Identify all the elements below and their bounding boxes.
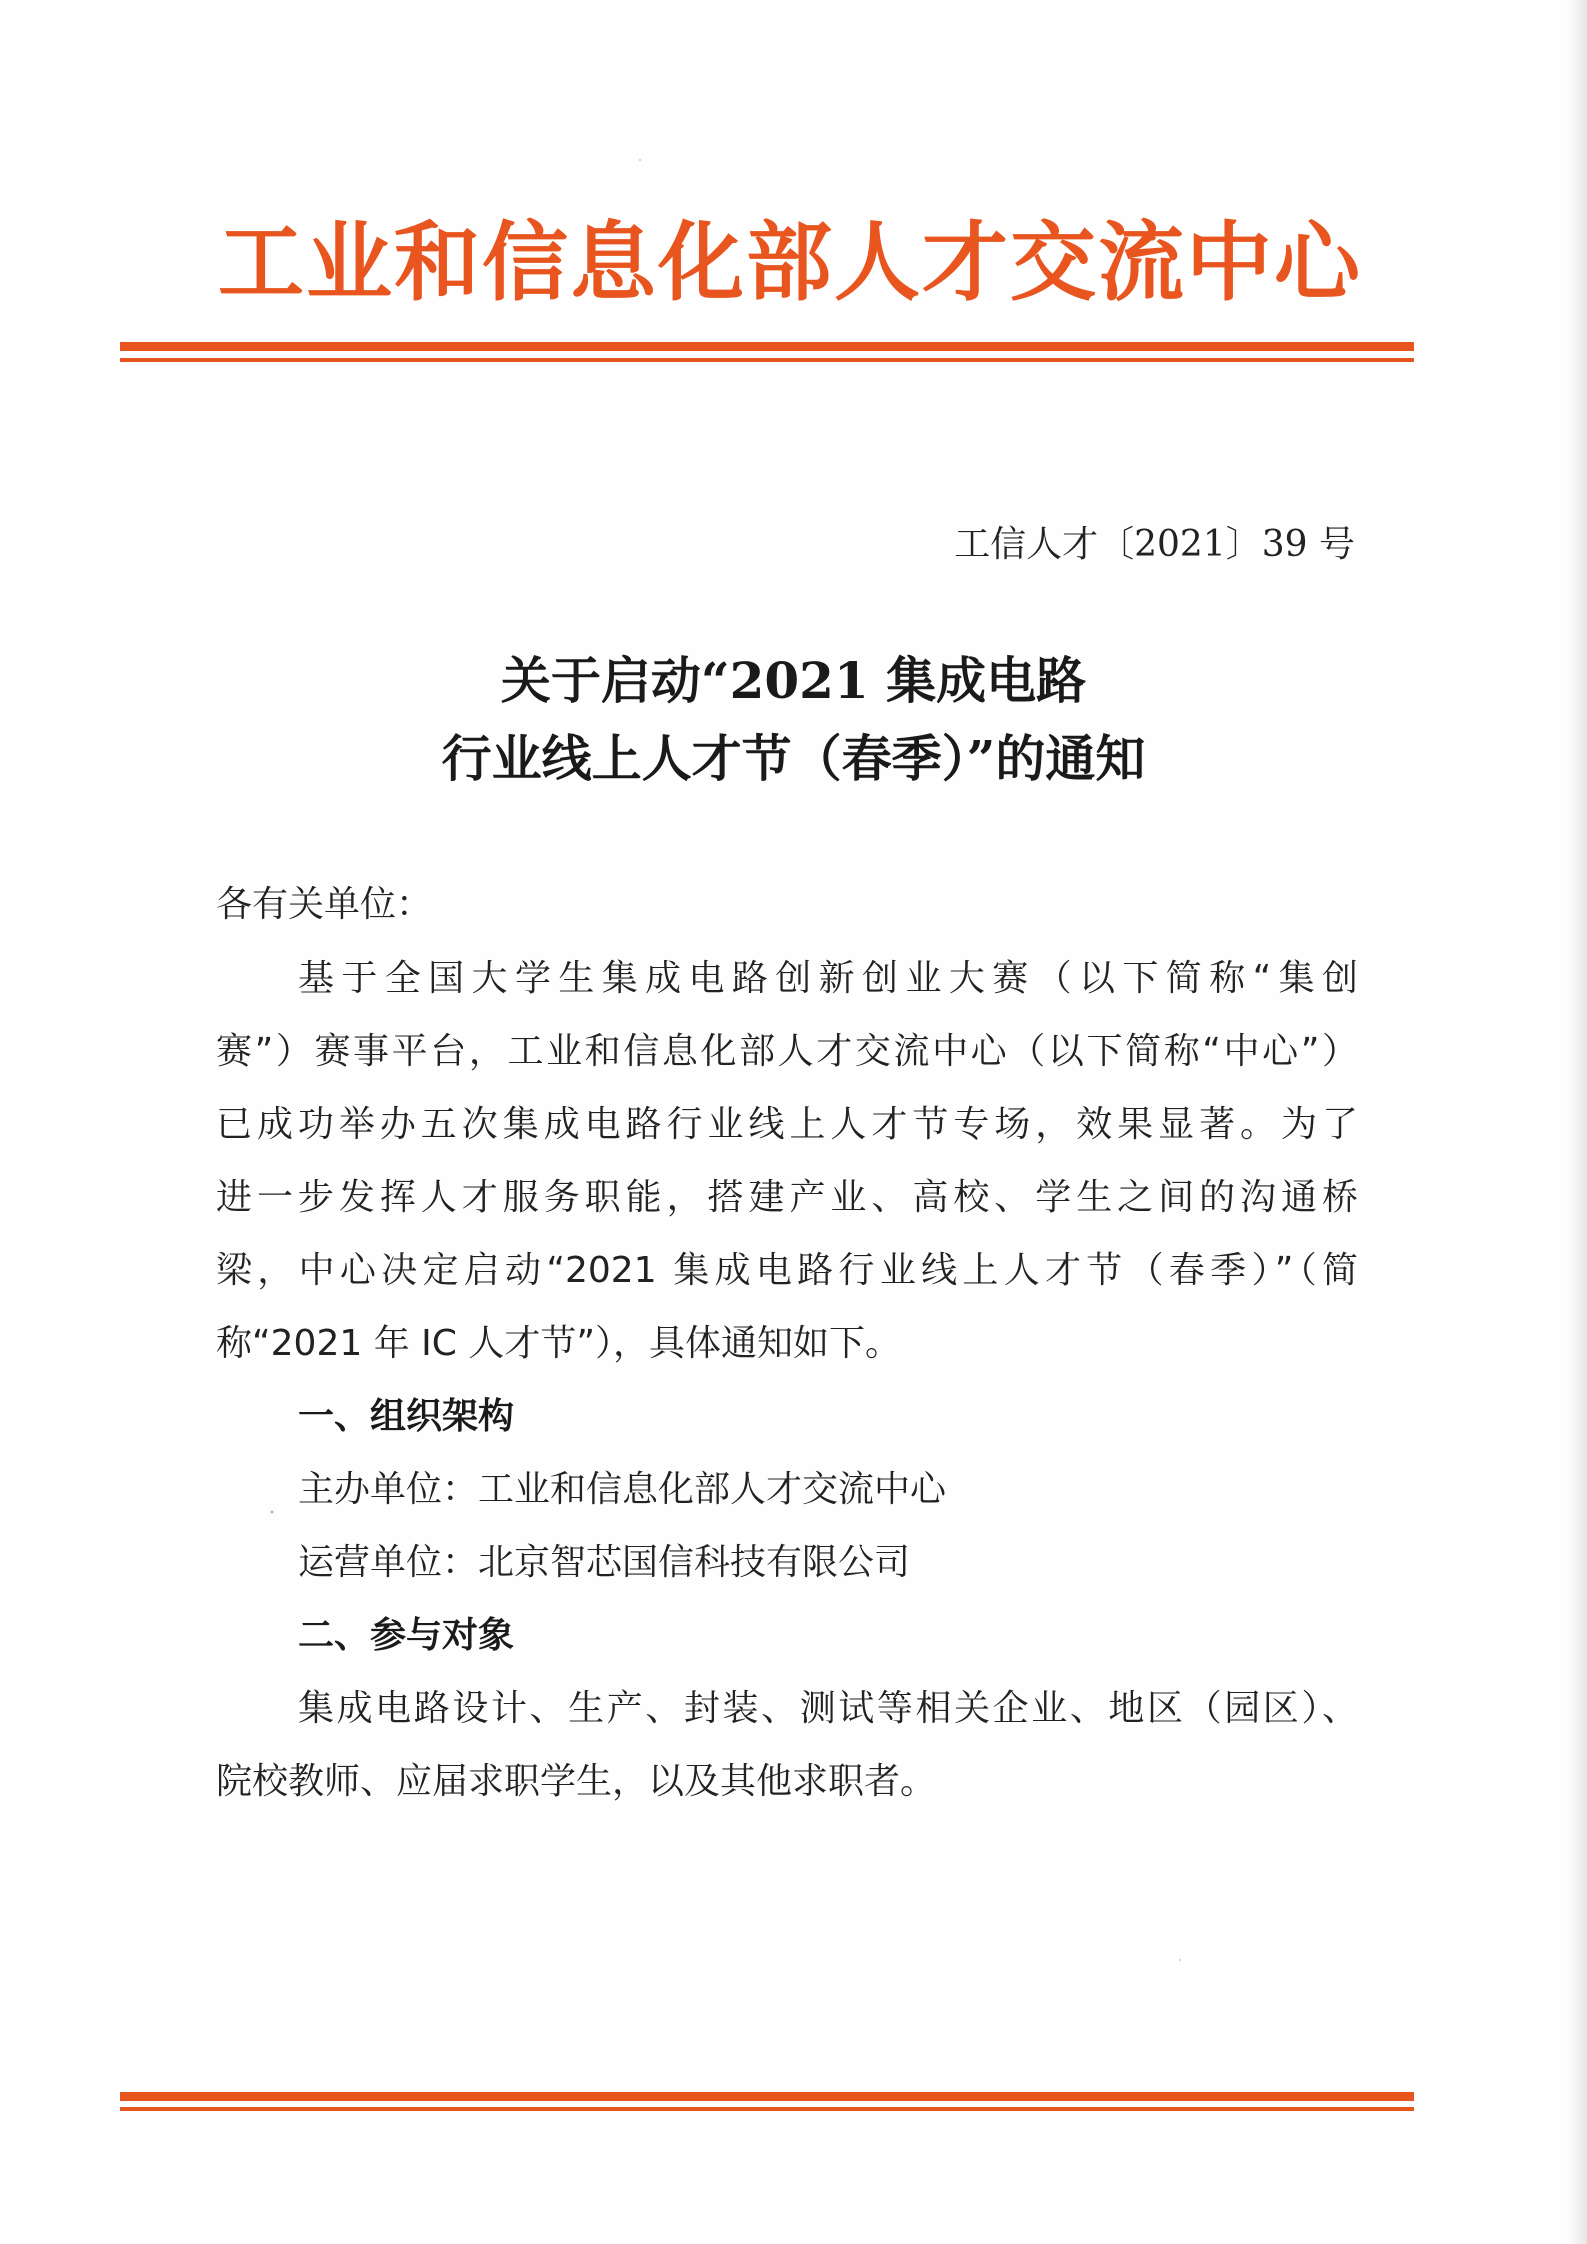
document-title-line-1: 关于启动“2021 集成电路 (500, 651, 1087, 710)
operator-line: 运营单位：北京智芯国信科技有限公司 (298, 1542, 911, 1583)
intro-line-2: 赛”）赛事平台，工业和信息化部人才交流中心（以下简称“中心”） (216, 1031, 1358, 1072)
section-2-heading: 二、参与对象 (298, 1615, 515, 1656)
intro-line-3: 已成功举办五次集成电路行业线上人才节专场，效果显著。为了 (216, 1104, 1358, 1145)
letterhead-organization: 工业和信息化部人才交流中心 (218, 212, 1362, 313)
participants-line-2: 院校教师、应届求职学生，以及其他求职者。 (216, 1761, 937, 1802)
intro-line-1: 基于全国大学生集成电路创新创业大赛（以下简称“集创 (298, 958, 1358, 999)
section-1-heading: 一、组织架构 (298, 1396, 515, 1437)
intro-line-4: 进一步发挥人才服务职能，搭建产业、高校、学生之间的沟通桥 (216, 1177, 1358, 1218)
intro-line-5: 梁，中心决定启动“2021 集成电路行业线上人才节（春季）”（简 (216, 1250, 1358, 1291)
participants-line-1: 集成电路设计、生产、封装、测试等相关企业、地区（园区）、 (298, 1688, 1358, 1729)
organizer-line: 主办单位：工业和信息化部人才交流中心 (298, 1469, 947, 1510)
document-number: 工信人才〔2021〕39 号 (954, 524, 1355, 565)
salutation: 各有关单位： (216, 884, 433, 925)
intro-line-6: 称“2021 年 IC 人才节”），具体通知如下。 (216, 1323, 902, 1364)
document-title-line-2: 行业线上人才节（春季）”的通知 (441, 729, 1146, 788)
